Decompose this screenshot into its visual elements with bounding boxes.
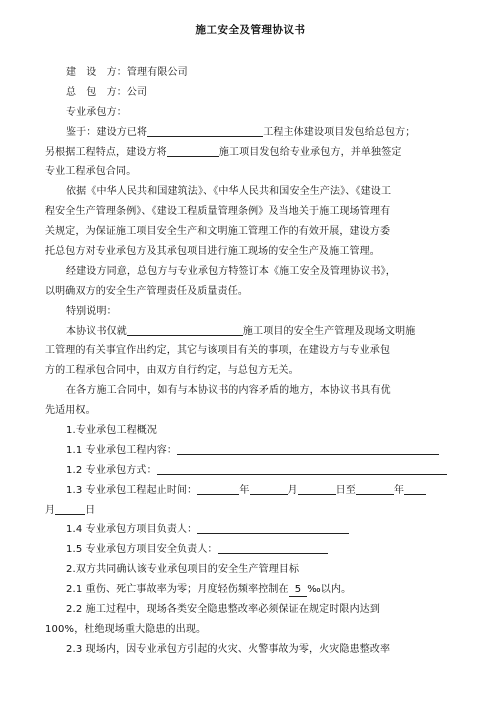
- paragraph-line: 先适用权。: [45, 405, 96, 417]
- form-line: [45, 520, 460, 540]
- paragraph-line: 托总包方对专业承包方及其承包项目进行施工现场的安全生产及施工管理。: [45, 246, 380, 258]
- paragraph-line: 在各方施工合同中，如有与本协议书的内容矛盾的地方，本协议书具有优: [66, 385, 391, 397]
- paragraph-line: 关规定，为保证施工项目安全生产和文明施工管理工作的有效开展，建设方委: [45, 226, 391, 238]
- form-line: [45, 501, 460, 521]
- year-label: 年: [393, 484, 405, 496]
- month-label: 月: [287, 484, 298, 496]
- form-line: [45, 481, 460, 501]
- blank-underline: [197, 521, 349, 534]
- blank-underline: [298, 482, 336, 495]
- paragraph-line: 专业工程承包合同。: [45, 166, 137, 178]
- paragraph-line: 程安全生产管理条例》、《建设工程质量管理条例》及当地关于施工现场管理有: [45, 206, 391, 218]
- blank-underline: [55, 502, 85, 515]
- blank-underline: [356, 482, 394, 495]
- field-label: 1.1 专业承包工程内容：: [66, 444, 178, 456]
- text-segment: 工程主体建设项目发包给总包方；: [263, 126, 416, 138]
- form-line: [45, 441, 460, 461]
- filled-blank: 5: [289, 584, 308, 597]
- paragraph-line: 依据《中华人民共和国建筑法》、《中华人民共和国安全生产法》、《建设工: [66, 186, 392, 198]
- field-label: 1.3 专业承包工程起止时间：: [66, 484, 198, 496]
- blank-underline: [167, 144, 219, 157]
- paragraph-line: 以明确双方的安全生产管理责任及质量责任。: [45, 285, 248, 297]
- paragraph-line: [45, 322, 460, 342]
- paragraph-line: 2.3 现场内，因专业承包方引起的火灾、火警事故为零，火灾隐患整改率: [66, 643, 391, 655]
- day-label: 日: [85, 504, 96, 516]
- blank-underline: [250, 482, 288, 495]
- blank-underline: [177, 442, 439, 455]
- blank-underline: [404, 482, 426, 495]
- field-label: 1.4 专业承包方项目负责人：: [66, 524, 198, 536]
- paragraph-line: 2.2 施工过程中，现场各类安全隐患整改率必须保证在规定时限内达到: [66, 604, 381, 616]
- form-line: [45, 461, 460, 481]
- paragraph-line: 工管理的有关事宜作出约定，其它与该项目有关的事项，在建设方与专业承包: [45, 345, 391, 357]
- text-segment: 另根据工程特点，建设方将: [45, 146, 167, 158]
- blank-underline: [127, 323, 243, 336]
- year-label: 年: [239, 484, 250, 496]
- blank-underline: [157, 462, 447, 475]
- text-segment: 2.1 重伤、死亡事故率为零；月度轻伤频率控制在: [66, 584, 289, 596]
- blank-underline: [218, 541, 328, 554]
- paragraph-line: 经建设方同意，总包方与专业承包方特签订本《施工安全及管理协议书》，: [66, 265, 396, 277]
- text-segment: ‰以内。: [307, 584, 352, 596]
- party-subcontractor: 专业承包方：: [66, 106, 127, 118]
- document-title: 施工安全及管理协议书: [195, 24, 306, 36]
- day-to-label: 日至: [335, 484, 356, 496]
- section-heading: 1.专业承包工程概况: [66, 425, 158, 437]
- document-body: [45, 63, 460, 660]
- paragraph-line: 方的工程承包合同中，由双方自行约定，与总包方无关。: [45, 365, 299, 377]
- text-segment: 本协议书仅就: [66, 325, 127, 337]
- text-segment: 施工项目发包给专业承包方，并单独签定: [218, 146, 402, 158]
- month-label: 月: [45, 504, 56, 516]
- form-line: [45, 540, 460, 560]
- text-segment: 施工项目的安全生产管理及现场文明施: [242, 325, 416, 337]
- paragraph-line: [45, 123, 460, 143]
- text-segment: 鉴于：建设方已将: [66, 126, 148, 138]
- blank-underline: [197, 482, 239, 495]
- paragraph-line: 100%，杜绝现场重大隐患的出现。: [45, 623, 207, 635]
- paragraph-line: [45, 143, 460, 163]
- party-owner: 建 设 方：管理有限公司: [66, 67, 188, 78]
- party-general-contractor: 总 包 方：公司: [66, 86, 148, 98]
- field-label: 1.5 专业承包方项目安全负责人：: [66, 544, 218, 556]
- section-heading: 2.双方共同确认该专业承包项目的安全生产管理目标: [66, 564, 300, 576]
- paragraph-line: [45, 580, 460, 600]
- field-label: 1.2 专业承包方式：: [66, 464, 157, 476]
- blank-underline: [147, 124, 263, 137]
- special-note-heading: 特别说明：: [66, 305, 117, 317]
